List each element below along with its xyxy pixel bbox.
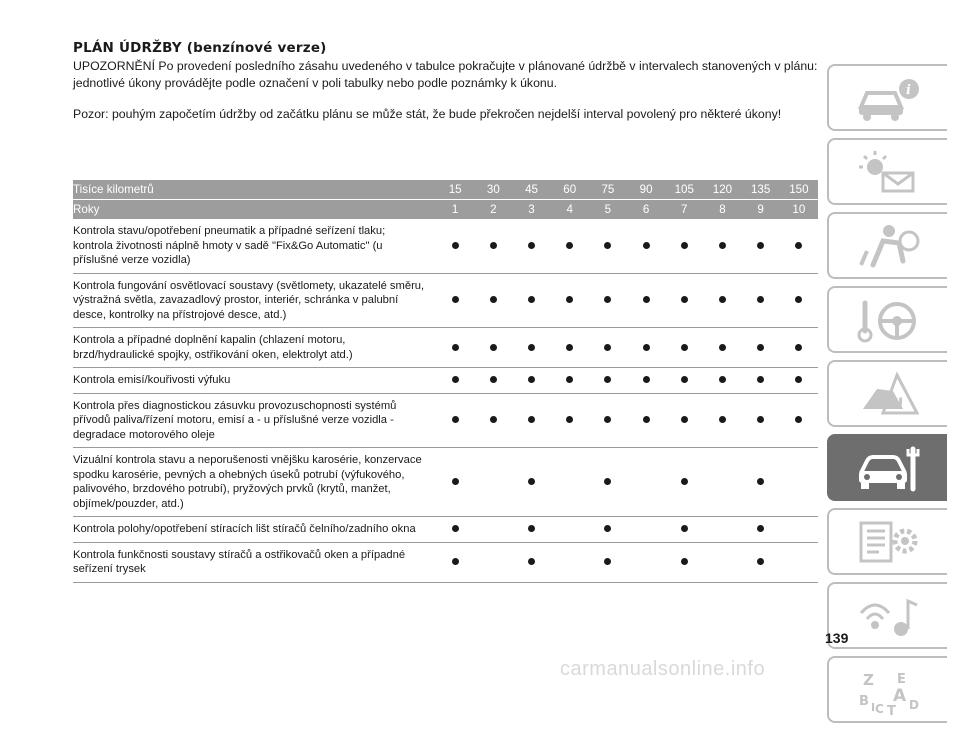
interval-cell (474, 273, 512, 328)
check-dot-icon (604, 344, 611, 351)
check-dot-icon (643, 296, 650, 303)
interval-cell (589, 328, 627, 368)
check-dot-icon (604, 296, 611, 303)
interval-cell (665, 368, 703, 394)
interval-cell (665, 393, 703, 448)
check-dot-icon (719, 344, 726, 351)
check-dot-icon (528, 376, 535, 383)
chapter-tab[interactable] (827, 286, 947, 353)
svg-text:T: T (887, 703, 896, 715)
interval-cell (665, 328, 703, 368)
interval-cell (703, 393, 741, 448)
check-dot-icon (681, 376, 688, 383)
interval-cell (512, 448, 550, 517)
interval-cell (627, 542, 665, 582)
svg-text:D: D (909, 697, 919, 712)
year-header-cell: 10 (780, 200, 818, 220)
check-dot-icon (566, 296, 573, 303)
chapter-tab[interactable] (827, 656, 947, 723)
check-dot-icon (604, 376, 611, 383)
interval-cell (703, 448, 741, 517)
warning-lights-icon (853, 147, 923, 197)
interval-cell (551, 517, 589, 543)
emergency-icon (853, 369, 923, 419)
km-header-cell: 15 (436, 180, 474, 200)
task-description: Kontrola stavu/opotřebení pneumatik a případné seřízení tlaku; kontrola životnosti náplně hmoty v sadě "Fix&Go Automatic" (u příslušné verze vozidla) (73, 219, 436, 273)
interval-cell (474, 393, 512, 448)
check-dot-icon (643, 376, 650, 383)
check-dot-icon (757, 558, 764, 565)
check-dot-icon (681, 242, 688, 249)
check-dot-icon (795, 416, 802, 423)
check-dot-icon (795, 344, 802, 351)
interval-cell (627, 368, 665, 394)
interval-cell (780, 393, 818, 448)
table-row (73, 273, 818, 328)
interval-cell (436, 368, 474, 394)
check-dot-icon (604, 558, 611, 565)
check-dot-icon (490, 242, 497, 249)
km-header-cell: 30 (474, 180, 512, 200)
check-dot-icon (795, 376, 802, 383)
check-dot-icon (490, 296, 497, 303)
interval-cell (742, 517, 780, 543)
interval-cell (589, 368, 627, 394)
svg-text:Z: Z (863, 670, 874, 689)
interval-cell (703, 542, 741, 582)
maintenance-icon (853, 443, 923, 493)
check-dot-icon (681, 344, 688, 351)
interval-cell (474, 517, 512, 543)
interval-cell (703, 219, 741, 273)
interval-cell (665, 517, 703, 543)
check-dot-icon (452, 376, 459, 383)
check-dot-icon (528, 242, 535, 249)
km-header-cell: 120 (703, 180, 741, 200)
check-dot-icon (681, 558, 688, 565)
check-dot-icon (719, 296, 726, 303)
check-dot-icon (681, 296, 688, 303)
interval-cell (551, 328, 589, 368)
svg-text:I: I (871, 700, 876, 714)
check-dot-icon (452, 525, 459, 532)
watermark: carmanualsonline.info (560, 658, 766, 680)
km-header-cell: 135 (742, 180, 780, 200)
interval-cell (703, 368, 741, 394)
interval-cell (436, 219, 474, 273)
check-dot-icon (452, 296, 459, 303)
table-row (73, 393, 818, 448)
check-dot-icon (681, 416, 688, 423)
page-number: 139 (825, 630, 849, 646)
interval-cell (589, 517, 627, 543)
interval-cell (742, 219, 780, 273)
check-dot-icon (643, 416, 650, 423)
chapter-tab[interactable] (827, 360, 947, 427)
index-icon (853, 665, 923, 715)
note-paragraph: Pozor: pouhým započetím údržby od začátku plánu se může stát, že bude překročen nejdelší interval povolený pro některé úkony! (73, 107, 782, 121)
check-dot-icon (566, 242, 573, 249)
interval-cell (780, 328, 818, 368)
check-dot-icon (452, 416, 459, 423)
chapter-tab[interactable] (827, 212, 947, 279)
interval-cell (742, 273, 780, 328)
interval-cell (589, 393, 627, 448)
check-dot-icon (757, 525, 764, 532)
task-description: Kontrola funkčnosti soustavy stíračů a ostřikovačů oken a případné seřízení trysek (73, 542, 436, 582)
interval-cell (512, 328, 550, 368)
technical-data-icon (853, 517, 923, 567)
interval-cell (665, 273, 703, 328)
interval-cell (512, 273, 550, 328)
check-dot-icon (757, 416, 764, 423)
task-description: Vizuální kontrola stavu a neporušenosti vnějšku karosérie, konzervace spodku karosérie, pevných a ohebných úseků potrubí (výfukového, palivového, brzdového potrubí), pryžových prvků (krytů, manžet, objímek/pouzder, atd.) (73, 448, 436, 517)
interval-cell (703, 273, 741, 328)
check-dot-icon (566, 376, 573, 383)
page-intro (73, 40, 818, 123)
year-header-cell: 7 (665, 200, 703, 220)
year-header-cell: 9 (742, 200, 780, 220)
interval-cell (551, 368, 589, 394)
check-dot-icon (643, 344, 650, 351)
interval-cell (551, 393, 589, 448)
check-dot-icon (604, 525, 611, 532)
table-row (73, 368, 818, 394)
check-dot-icon (757, 296, 764, 303)
check-dot-icon (604, 416, 611, 423)
interval-cell (627, 219, 665, 273)
km-header-cell: 105 (665, 180, 703, 200)
interval-cell (551, 273, 589, 328)
km-header-cell: 60 (551, 180, 589, 200)
km-header-cell: 45 (512, 180, 550, 200)
interval-cell (589, 448, 627, 517)
car-info-icon (853, 73, 923, 123)
check-dot-icon (528, 344, 535, 351)
interval-cell (780, 219, 818, 273)
chapter-tab[interactable] (827, 64, 947, 131)
check-dot-icon (604, 242, 611, 249)
interval-cell (589, 542, 627, 582)
check-dot-icon (566, 344, 573, 351)
svg-text:!: ! (897, 393, 905, 413)
interval-cell (474, 542, 512, 582)
years-header-row (73, 200, 818, 220)
svg-text:C: C (875, 701, 884, 715)
interval-cell (780, 542, 818, 582)
year-header-cell: 5 (589, 200, 627, 220)
interval-cell (742, 328, 780, 368)
svg-text:i: i (906, 82, 911, 98)
interval-cell (474, 328, 512, 368)
years-header-label: Roky (73, 200, 436, 220)
svg-text:B: B (859, 693, 869, 709)
check-dot-icon (757, 376, 764, 383)
interval-cell (512, 219, 550, 273)
interval-cell (512, 542, 550, 582)
chapter-tab[interactable] (827, 138, 947, 205)
multimedia-icon (853, 591, 923, 641)
interval-cell (551, 542, 589, 582)
interval-cell (436, 517, 474, 543)
check-dot-icon (528, 558, 535, 565)
check-dot-icon (604, 478, 611, 485)
interval-cell (780, 517, 818, 543)
svg-text:E: E (897, 671, 906, 687)
interval-cell (436, 328, 474, 368)
table-row (73, 542, 818, 582)
task-description: Kontrola emisí/kouřivosti výfuku (73, 368, 436, 394)
interval-cell (742, 542, 780, 582)
starting-driving-icon (853, 295, 923, 345)
interval-cell (474, 219, 512, 273)
task-description: Kontrola přes diagnostickou zásuvku provozuschopnosti systémů přívodů paliva/řízení motoru, emisí a - u příslušné verze vozidla - degradace motorového oleje (73, 393, 436, 448)
interval-cell (665, 219, 703, 273)
page-title: PLÁN ÚDRŽBY (benzínové verze) (73, 40, 327, 56)
table-row (73, 328, 818, 368)
interval-cell (627, 517, 665, 543)
interval-cell (512, 393, 550, 448)
check-dot-icon (757, 344, 764, 351)
km-header-label: Tisíce kilometrů (73, 180, 436, 200)
check-dot-icon (681, 525, 688, 532)
interval-cell (780, 368, 818, 394)
check-dot-icon (452, 242, 459, 249)
interval-cell (780, 273, 818, 328)
interval-cell (436, 273, 474, 328)
check-dot-icon (490, 376, 497, 383)
interval-cell (512, 517, 550, 543)
chapter-tab[interactable] (827, 508, 947, 575)
interval-cell (627, 328, 665, 368)
interval-cell (703, 328, 741, 368)
km-header-row (73, 180, 818, 200)
safety-airbag-icon (853, 221, 923, 271)
interval-cell (665, 542, 703, 582)
check-dot-icon (528, 478, 535, 485)
check-dot-icon (719, 376, 726, 383)
table-row (73, 448, 818, 517)
interval-cell (627, 273, 665, 328)
table-row (73, 517, 818, 543)
km-header-cell: 75 (589, 180, 627, 200)
check-dot-icon (528, 296, 535, 303)
check-dot-icon (490, 344, 497, 351)
year-header-cell: 3 (512, 200, 550, 220)
year-header-cell: 4 (551, 200, 589, 220)
interval-cell (589, 273, 627, 328)
maintenance-table (73, 180, 818, 583)
interval-cell (665, 448, 703, 517)
interval-cell (512, 368, 550, 394)
svg-text:A: A (893, 685, 907, 706)
task-description: Kontrola fungování osvětlovací soustavy (světlomety, ukazatelé směru, výstražná světla, zavazadlový prostor, interiér, schránka v palubní desce, kontrolky na přístrojové desce, atd.) (73, 273, 436, 328)
interval-cell (551, 448, 589, 517)
task-description: Kontrola a případné doplnění kapalin (chlazení motoru, brzd/hydraulické spojky, ostřikování oken, elektrolyt atd.) (73, 328, 436, 368)
km-header-cell: 90 (627, 180, 665, 200)
year-header-cell: 8 (703, 200, 741, 220)
check-dot-icon (681, 478, 688, 485)
check-dot-icon (490, 416, 497, 423)
interval-cell (589, 219, 627, 273)
interval-cell (742, 448, 780, 517)
check-dot-icon (757, 242, 764, 249)
check-dot-icon (528, 416, 535, 423)
interval-cell (474, 448, 512, 517)
check-dot-icon (719, 416, 726, 423)
year-header-cell: 1 (436, 200, 474, 220)
interval-cell (436, 448, 474, 517)
interval-cell (551, 219, 589, 273)
task-description: Kontrola polohy/opotřebení stíracích lišt stíračů čelního/zadního okna (73, 517, 436, 543)
year-header-cell: 6 (627, 200, 665, 220)
check-dot-icon (566, 416, 573, 423)
check-dot-icon (719, 242, 726, 249)
year-header-cell: 2 (474, 200, 512, 220)
check-dot-icon (795, 242, 802, 249)
interval-cell (780, 448, 818, 517)
warning-paragraph: UPOZORNĚNÍ Po provedení posledního zásahu uvedeného v tabulce pokračujte v plánované údržbě v intervalech stanovených v plánu: jednotlivé úkony provádějte podle označení v poli tabulky nebo podle poznámky k úkonu. (73, 59, 818, 90)
check-dot-icon (452, 344, 459, 351)
check-dot-icon (795, 296, 802, 303)
check-dot-icon (452, 558, 459, 565)
interval-cell (627, 393, 665, 448)
interval-cell (703, 517, 741, 543)
check-dot-icon (643, 242, 650, 249)
interval-cell (436, 542, 474, 582)
table-row (73, 219, 818, 273)
check-dot-icon (452, 478, 459, 485)
interval-cell (742, 393, 780, 448)
interval-cell (742, 368, 780, 394)
km-header-cell: 150 (780, 180, 818, 200)
chapter-tab[interactable] (827, 434, 947, 501)
interval-cell (627, 448, 665, 517)
check-dot-icon (528, 525, 535, 532)
interval-cell (436, 393, 474, 448)
check-dot-icon (757, 478, 764, 485)
interval-cell (474, 368, 512, 394)
